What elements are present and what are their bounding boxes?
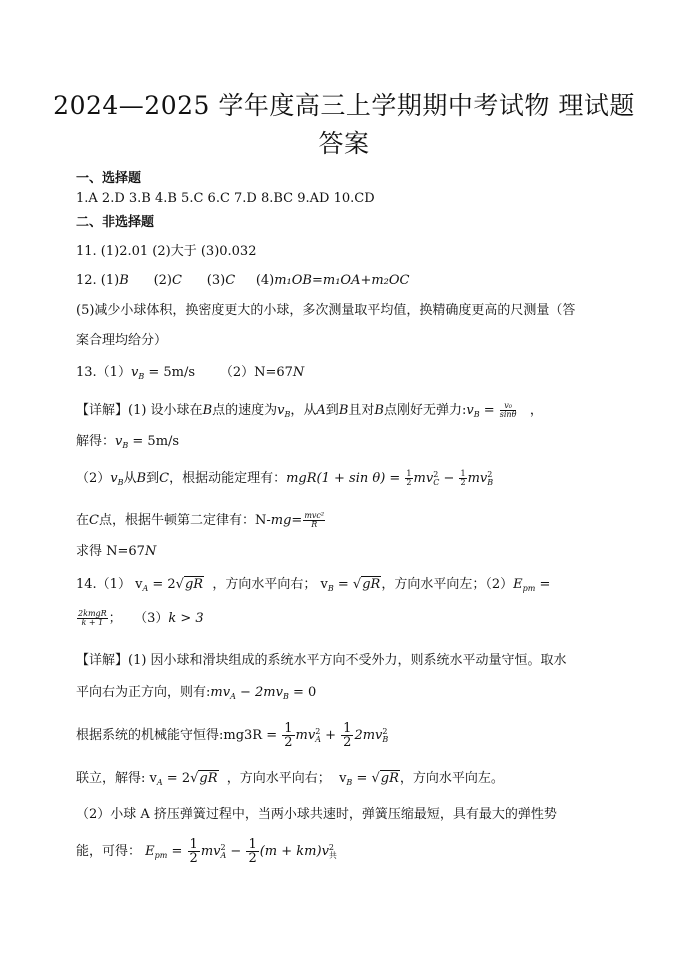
q12-ans-3: C [225, 273, 236, 288]
q14-epm: E [513, 577, 523, 592]
q14-lian-sqrt-2: gR [380, 771, 399, 786]
q13-d1-b2: B [338, 403, 349, 418]
q13-d1-pre: 【详解】(1) 设小球在 [76, 403, 203, 418]
q14-cons-ss-b: 2 B [382, 726, 389, 744]
q14-lian-vb: v [339, 771, 347, 786]
q13-d1-b3: B [374, 403, 384, 418]
q13-n2-eq: = [291, 513, 303, 528]
q13-mv-b: mv [467, 471, 488, 486]
q14-p2-paren: (m + km)v [259, 844, 329, 859]
q14-cons-ss-a: 2 A [315, 726, 321, 744]
q14-cons-mv: mv [295, 728, 316, 743]
q13-eq: = 5m/s [144, 365, 196, 380]
q14-p2-pm: pm [154, 851, 168, 860]
q14-p2h1-num: 1 [189, 837, 198, 852]
q12-part5-line1: (5)减少小球体积，换密度更大的小球，多次测量取平均值，换精确度更高的尺测量（答 [76, 303, 576, 318]
q14-semi: ； [108, 611, 122, 626]
q13-frac-num: v₀ [500, 402, 517, 411]
q13-d1-end: 点刚好无弹力: [383, 403, 467, 418]
q14-eq2: = [333, 577, 353, 592]
q13-n2-rest: 点，根据牛顿第二定律有：N- [98, 513, 271, 528]
q14-d2-bsub: B [282, 692, 289, 701]
q14-lian-dir1: ，方向水平向右； [226, 771, 331, 786]
q14-cons-lhs: mg3R = [223, 728, 282, 743]
q13-d1-rest: 且对 [348, 403, 375, 418]
q13-d1-b: B [202, 403, 213, 418]
q13-d1-a: A [316, 403, 326, 418]
q13-half-1 [405, 470, 412, 487]
q12-ans-2: C [172, 273, 182, 288]
q13-ss-b: 2 B [487, 469, 494, 487]
q13-d1-vsub2: B [473, 410, 480, 419]
q14-frac-num: 2kmgR [78, 609, 107, 618]
q12-label-1: 12. (1) [76, 273, 120, 288]
q13-solve-v: v [115, 434, 123, 449]
section-nonchoice-heading: 二、非选择题 [76, 215, 155, 230]
q14-lian-eq: = 2 [162, 771, 191, 786]
q13-half-2-num: 1 [460, 469, 466, 478]
q13-p2-rest: ，根据动能定理有： [169, 471, 287, 486]
q13-half-2 [459, 470, 466, 487]
q13-mv-c: mv [413, 471, 434, 486]
q12-part5-line2: 案合理均给分） [76, 333, 168, 348]
q14-ch2-num: 1 [343, 721, 352, 736]
q13-d1-v: v [277, 403, 285, 418]
q14-p2l2-pre: 能，可得： [76, 844, 142, 859]
q14-dir1: ，方向水平向右； v [212, 577, 328, 592]
q13-ss-c: 2 C [433, 469, 440, 487]
q14-cons-plus: + [321, 728, 341, 743]
q13-n2-num: mvc² [304, 511, 325, 520]
q14-part2-line1: （2）小球 A 挤压弹簧过程中，当两小球共速时，弹簧压缩最短，具有最大的弹性势 [76, 807, 557, 822]
q13-p2-b: B [136, 471, 147, 486]
q13-d1-to: 到 [325, 403, 339, 418]
q13-solve-label: 解得： [76, 434, 116, 449]
q14-ch1-den: 2 [284, 735, 293, 750]
q13-frac-den: sinθ [499, 410, 517, 419]
q14-k3: k > 3 [168, 611, 204, 626]
q14-cons-2mv: 2mv [354, 728, 383, 743]
q13-d1-mid: 点的速度为 [212, 403, 278, 418]
q12-label-2: (2) [153, 273, 173, 288]
q14-eqs: = [535, 577, 551, 592]
q12-ans-4: m₁OB=m₁OA+m₂OC [274, 273, 410, 288]
q14-a-sub: A [142, 584, 149, 593]
q13-part2: （2）N=67 [219, 365, 293, 380]
q14-d2-eq: mv [210, 685, 231, 700]
q14-sqrt-1: gR [184, 577, 204, 592]
q14-part2-line2 [76, 838, 337, 865]
q14-detail-line2 [76, 684, 316, 706]
q14-p2-half-2 [246, 838, 258, 865]
q14-p2-eq: = [167, 844, 187, 859]
q13-part2-unit: N [292, 365, 305, 380]
q14-b-sub: B [327, 584, 334, 593]
q14-lian-eq2: = [352, 771, 372, 786]
q13-solve [76, 433, 179, 455]
q14-p2h2-den: 2 [248, 851, 257, 866]
q14-head: 14.（1） v [76, 577, 143, 592]
q14-p2h1-den: 2 [189, 851, 198, 866]
q14-pm: pm [522, 584, 536, 593]
q12-label-3: (3) [206, 273, 226, 288]
q13-result-unit: N [144, 544, 157, 559]
q13-newton [76, 512, 326, 530]
q13-d1-mid2: ，从 [290, 403, 317, 418]
q13-fraction [500, 402, 517, 419]
q14-sqrt-2: gR [362, 577, 381, 592]
q14-solve: 联立，解得: $v_A = 2√gR$ ，方向水平向右； $v_B = √gR$，方向水平向左。 [76, 771, 504, 787]
q14-dir2: ，方向水平向左；（2） [381, 577, 514, 592]
q13-comma: ， [529, 403, 543, 418]
q14-p2-mv: mv [200, 844, 221, 859]
q14-lian-asub: A [156, 778, 163, 787]
section-choice-heading: 一、选择题 [76, 171, 142, 186]
q13-solve-vsub: B [122, 441, 129, 450]
q14-conservation [76, 722, 388, 749]
q14-lian-dir2: ，方向水平向左。 [399, 771, 504, 786]
page-title: 2024—2025 学年度高三上学期期中考试物 理试题 [53, 91, 635, 120]
q14-lian-sqrt-1: gR [199, 771, 218, 786]
q13-n2-pre: 在 [76, 513, 90, 528]
q14-cons-half-1 [282, 722, 294, 749]
q11-answer: 11. (1)2.01 (2)大于 (3)0.032 [76, 244, 257, 259]
q14-lian-bsub: B [346, 778, 353, 787]
q14-lian-va: v [145, 771, 157, 786]
q13-half-1-den: 2 [406, 478, 412, 487]
q14-p2-ss-a: 2 A [220, 842, 227, 860]
q13-p2-mid: 从 [123, 471, 137, 486]
q14-p2-e: E [145, 844, 155, 859]
q13-n2-c: C [89, 513, 99, 528]
q13-energy-lhs: mgR(1 + sin θ) = [286, 471, 405, 486]
q13-detail-line1: 【详解】(1) 设小球在B点的速度为$v_B$，从A到B且对B点刚好无弹力$:v_B$ = $\frac{\text{v₀}}{\sin\theta}$ ， [76, 401, 543, 419]
q14-eq1: = 2 [148, 577, 176, 592]
q13-v: v [130, 365, 139, 380]
q13-result-text: 求得 N=67 [76, 544, 145, 559]
q12-answer [76, 272, 410, 290]
q14-p2-ss-co: 2 共 [328, 842, 337, 860]
q14-p2-sub: 共 [328, 850, 337, 860]
q14-answer-line1: 14.（1） $v_A = 2√gR$ ，方向水平向右； $v_B = √gR$，方向水平向左；$(2)E_{pm}$ = [76, 577, 551, 593]
q14-d2-end: = 0 [288, 685, 317, 700]
q13-p2-c: C [159, 471, 170, 486]
q14-p2h2-num: 1 [248, 837, 257, 852]
q14-p2-half-1 [188, 838, 200, 865]
q13-p2-pre: （2） [76, 471, 111, 486]
q14-lian-pre: 联立，解得: [76, 771, 146, 786]
q13-part2-detail [76, 470, 493, 492]
q13-solve-eq: = 5m/s [128, 434, 180, 449]
q13-p2-v: v [110, 471, 118, 486]
q14-detail-line1: 【详解】(1) 因小球和滑块组成的系统水平方向不受外力，则系统水平动量守恒。取水 [76, 653, 567, 668]
choice-answers: 1.A 2.D 3.B 4.B 5.C 6.C 7.D 8.BC 9.AD 10.CD [76, 191, 375, 206]
page-subtitle: 答案 [318, 129, 370, 158]
q14-ch1-num: 1 [284, 721, 293, 736]
q13-result [76, 543, 156, 561]
q14-frac-den: k + 1 [81, 618, 104, 627]
q13-p2-vsub: B [117, 478, 124, 487]
q13-half-2-den: 2 [460, 478, 466, 487]
q14-d2-pre: 平向右为正方向，则有: [76, 685, 211, 700]
q13-n2-den: R [311, 520, 318, 529]
q12-ans-1: B [119, 273, 129, 288]
q12-label-4: (4) [255, 273, 275, 288]
q14-answer-line2 [76, 610, 204, 628]
q14-d2-asub: A [230, 692, 236, 701]
q14-p2-minus: − [226, 844, 246, 859]
q13-vsub: B [138, 372, 145, 381]
q13-d1-vsub: B [284, 410, 291, 419]
q13-answer [76, 364, 304, 386]
q14-fraction [77, 610, 108, 627]
q13-p2-to: 到 [146, 471, 160, 486]
q13-n2-fraction [303, 512, 325, 529]
q13-n2-mg: mg [270, 513, 292, 528]
q13-minus: − [439, 471, 459, 486]
q14-p3: （3） [134, 611, 169, 626]
q14-d2-rest: − 2mv [235, 685, 283, 700]
q13-label: 13.（1） [76, 365, 131, 380]
q13-d1-v2: v [466, 403, 474, 418]
q14-cons-pre: 根据系统的机械能守恒得: [76, 728, 224, 743]
q14-cons-half-2 [341, 722, 353, 749]
q13-half-1-num: 1 [406, 469, 412, 478]
q14-ch2-den: 2 [343, 735, 352, 750]
